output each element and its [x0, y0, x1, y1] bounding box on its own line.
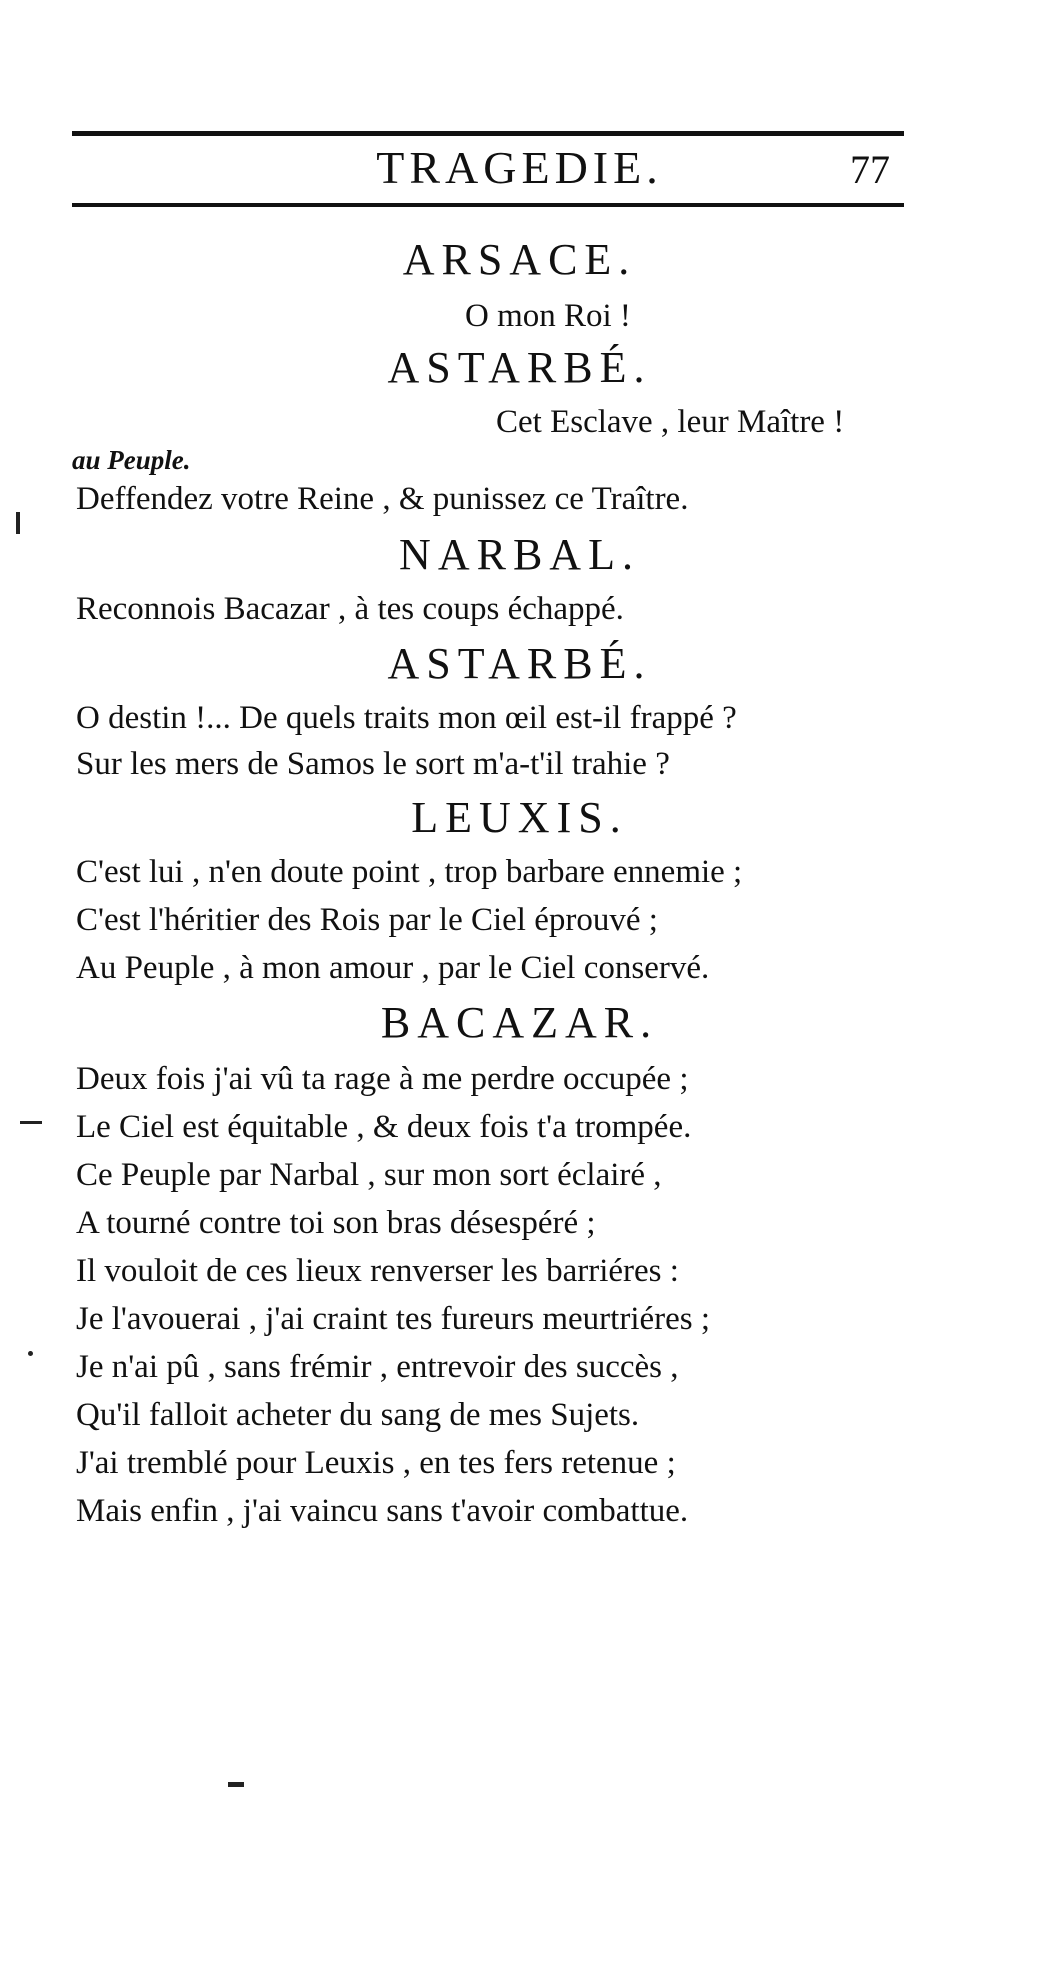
verse-line: A tourné contre toi son bras désespéré ; [76, 1205, 596, 1241]
speaker-name: ASTARBÉ. [387, 343, 652, 392]
speaker-name: ASTARBÉ. [387, 639, 652, 688]
verse-line: C'est lui , n'en doute point , trop barbare ennemie ; [76, 854, 743, 890]
speaker-name: NARBAL. [399, 530, 640, 579]
verse-line: Au Peuple , à mon amour , par le Ciel conservé. [76, 950, 710, 986]
verse-line: Deffendez votre Reine , & punissez ce Traître. [76, 481, 689, 517]
verse-line: O destin !... De quels traits mon œil est-il frappé ? [76, 700, 737, 736]
verse-line: Il vouloit de ces lieux renverser les barriéres : [76, 1253, 679, 1289]
verse-line: J'ai tremblé pour Leuxis , en tes fers retenue ; [76, 1445, 676, 1481]
verse-line: Le Ciel est équitable , & deux fois t'a trompée. [76, 1109, 692, 1145]
verse-line: Deux fois j'ai vû ta rage à me perdre occupée ; [76, 1061, 689, 1097]
ink-speck [228, 1782, 244, 1787]
header-rule-bottom [72, 203, 904, 207]
stage-direction: au Peuple. [72, 445, 191, 475]
verse-line: Reconnois Bacazar , à tes coups échappé. [76, 591, 624, 627]
verse-line: Mais enfin , j'ai vaincu sans t'avoir combattue. [76, 1493, 689, 1529]
margin-mark [28, 1351, 33, 1356]
verse-line: Sur les mers de Samos le sort m'a-t'il trahie ? [76, 746, 670, 782]
verse-line: Qu'il falloit acheter du sang de mes Sujets. [76, 1397, 640, 1433]
margin-mark [20, 1121, 42, 1124]
page-number: 77 [850, 147, 890, 192]
speaker-name: LEUXIS. [411, 793, 628, 842]
speaker-name: BACAZAR. [380, 998, 659, 1047]
verse-line: Cet Esclave , leur Maître ! [496, 404, 845, 440]
header-rule-top [72, 131, 904, 136]
verse-line: O mon Roi ! [465, 298, 631, 334]
margin-mark [16, 512, 20, 534]
verse-line: Je n'ai pû , sans frémir , entrevoir des succès , [76, 1349, 679, 1385]
speaker-name: ARSACE. [402, 235, 637, 284]
running-title: TRAGEDIE. [376, 142, 663, 193]
verse-line: Ce Peuple par Narbal , sur mon sort éclairé , [76, 1157, 662, 1193]
verse-line: C'est l'héritier des Rois par le Ciel éprouvé ; [76, 902, 658, 938]
verse-line: Je l'avouerai , j'ai craint tes fureurs meurtriéres ; [76, 1301, 711, 1337]
